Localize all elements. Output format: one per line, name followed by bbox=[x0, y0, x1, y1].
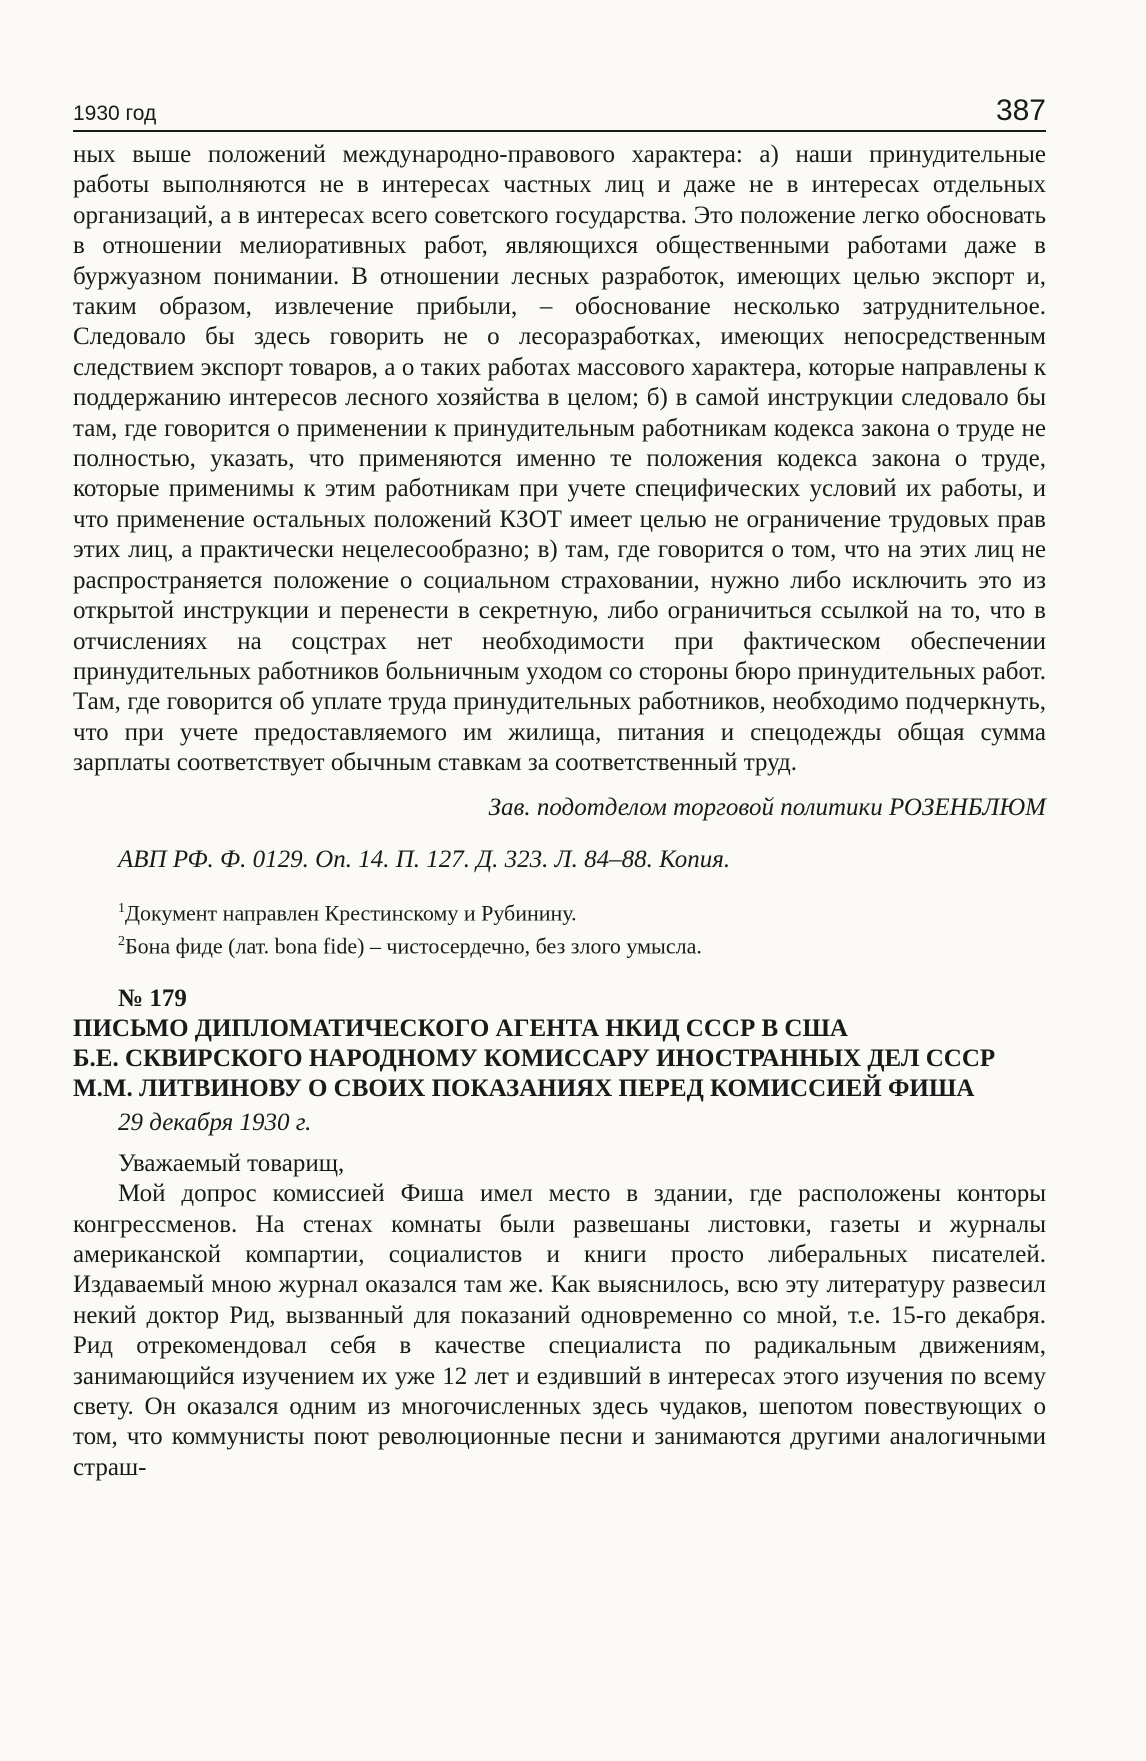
document-title-line: М.М. ЛИТВИНОВУ О СВОИХ ПОКАЗАНИЯХ ПЕРЕД КОМИССИЕЙ ФИША bbox=[73, 1075, 975, 1103]
page-number: 387 bbox=[995, 94, 1046, 127]
document-title-line: ПИСЬМО ДИПЛОМАТИЧЕСКОГО АГЕНТА НКИД СССР В США bbox=[73, 1015, 848, 1043]
footnote bbox=[118, 895, 1046, 927]
salutation: Уважаемый товарищ, bbox=[118, 1149, 345, 1177]
archive-reference: АВП РФ. Ф. 0129. Оп. 14. П. 127. Д. 323. Л. 84–88. Копия. bbox=[118, 845, 731, 873]
signature: Зав. подотделом торговой политики РОЗЕНБЛЮМ bbox=[488, 793, 1046, 821]
footnote-text: Документ направлен Крестинскому и Рубинину. bbox=[125, 900, 577, 926]
running-head-year: 1930 год bbox=[73, 102, 157, 125]
running-head bbox=[73, 88, 1046, 132]
document-number: № 179 bbox=[118, 985, 187, 1012]
footnotes bbox=[73, 895, 1046, 960]
page-body bbox=[73, 140, 1046, 1483]
document-title-line: Б.Е. СКВИРСКОГО НАРОДНОМУ КОМИССАРУ ИНОСТРАННЫХ ДЕЛ СССР bbox=[73, 1045, 996, 1073]
footnote-number: 1 bbox=[118, 901, 125, 917]
footnote bbox=[118, 928, 1046, 960]
continued-paragraph: ных выше положений международно-правового характера: а) наши принудительные работы выполняются не в интересах частных лиц и даже не в интересах отдельных организаций, а в интересах всего советского государства. Это положение легко обосновать в отношении мелиоративных работ, являющихся общественными работами даже в буржуазном понимании. В отношении лесных разработок, имеющих целью экспорт и, таким образом, извлечение прибыли, – обоснование несколько затруднительное. Следовало бы здесь говорить не о лесоразработках, имеющих непосредственным следствием экспорт товаров, а о таких работах массового характера, которые направлены к поддержанию интересов лесного хозяйства в целом; б) в самой инструкции следовало бы там, где говорится о применении к принудительным работникам кодекса закона о труде не полностью, указать, что применяются именно те положения кодекса закона о труде, которые применимы к этим работникам при учете специфических условий их работы, и что применение остальных положений КЗОТ имеет целью не ограничение трудовых прав этих лиц, а практически нецелесообразно; в) там, где говорится о том, что на этих лиц не распространяется положение о социальном страховании, нужно либо исключить это из открытой инструкции и перенести в секретную, либо ограничиться ссылкой на то, что в отчислениях на соцстрах нет необходимости при фактическом обеспечении принудительных работников больничным уходом со стороны бюро принудительных работ. Там, где говорится об уплате труда принудительных работников, необходимо подчеркнуть, что при учете предоставляемого им жилища, питания и спецодежды общая сумма зарплаты соответствует обычным ставкам за соответственный труд. bbox=[73, 141, 1046, 777]
footnote-number: 2 bbox=[118, 933, 125, 949]
letter-paragraph: Мой допрос комиссией Фиша имел место в здании, где расположены конторы конгрессменов. На стенах комнаты были развешаны листовки, газеты и журналы американской компартии, социалистов и книги просто либеральных писателей. Издаваемый мною журнал оказался там же. Как выяснилось, всю эту литературу развесил некий доктор Рид, вызванный для показаний одновременно со мной, т.е. 15-го декабря. Рид отрекомендовал себя в качестве специалиста по радикальным движениям, занимающийся изучением их уже 12 лет и ездивший в интересах этого изучения по всему свету. Он оказался одним из многочисленных здесь чудаков, шепотом повествующих о том, что коммунисты поют революционные песни и занимаются другими аналогичными страш- bbox=[73, 1180, 1046, 1481]
footnote-text: Бона фиде (лат. bona fide) – чистосердечно, без злого умысла. bbox=[125, 933, 702, 958]
document-date: 29 декабря 1930 г. bbox=[118, 1109, 312, 1137]
document-title bbox=[73, 1014, 1046, 1104]
